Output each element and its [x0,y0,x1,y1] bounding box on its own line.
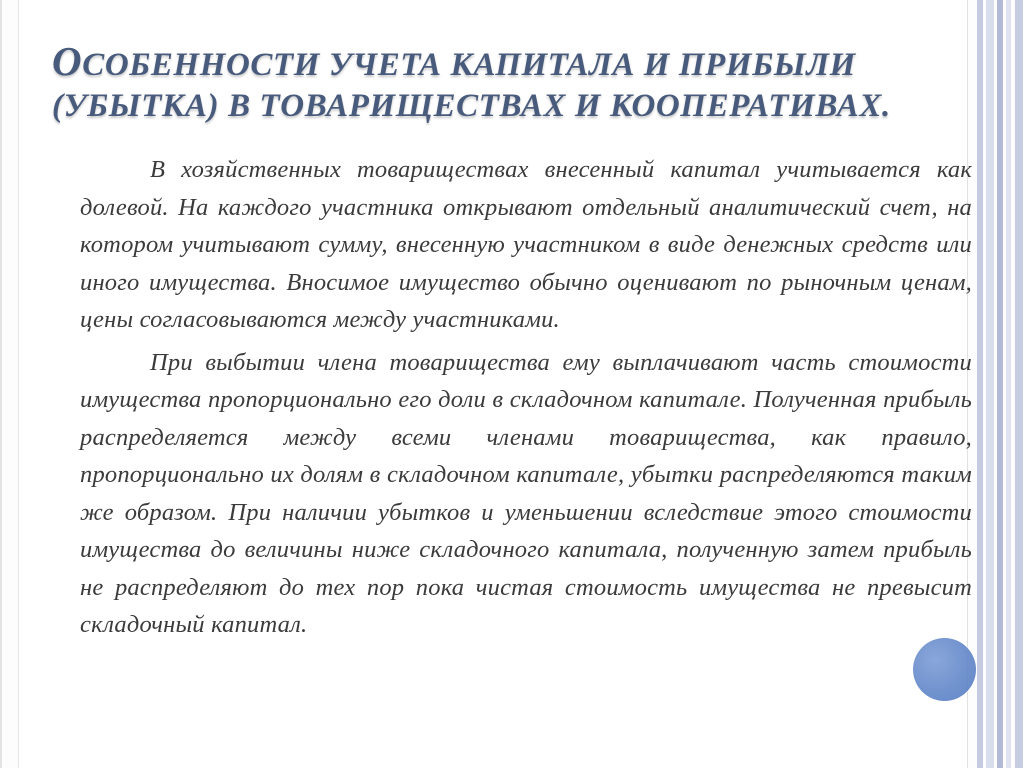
body-paragraph-1: В хозяйственных товариществах внесенный капитал учитывается как долевой. На каждого участника открывают отдельный аналитический счет, на котором учитывают сумму, внесенную участником в виде денежных средств или иного имущества. Вносимое имущество обычно оценивают по рыночным ценам, цены согласовываются между участниками. [80,156,972,333]
slide-title-line-1: ОСОБЕННОСТИ УЧЕТА КАПИТАЛА И ПРИБЫЛИ [52,38,856,85]
slide-title-line-2: (УБЫТКА) В ТОВАРИЩЕСТВАХ И КООПЕРАТИВАХ. [52,88,891,125]
slide-title [52,36,952,126]
body-paragraph-2: При выбытии члена товарищества ему выплачивают часть стоимости имущества пропорционально его доли в складочном капитале. Полученная прибыль распределяется между всеми членами товарищества, как правило, пропорционально их долям в складочном капитале, убытки распределяются таким же образом. При наличии убытков и уменьшении вследствие этого стоимости имущества до величины ниже складочного капитала, полученную затем прибыль не распределяют до тех пор пока чистая стоимость имущества не превысит складочный капитал. [80,348,972,638]
decorative-side-band [986,0,994,768]
decorative-side-band [1015,0,1023,768]
slide-body-text [80,151,972,649]
decorative-side-band [977,0,983,768]
decorative-side-band [1006,0,1011,768]
decorative-side-band [997,0,1003,768]
decorative-circle [913,638,976,701]
